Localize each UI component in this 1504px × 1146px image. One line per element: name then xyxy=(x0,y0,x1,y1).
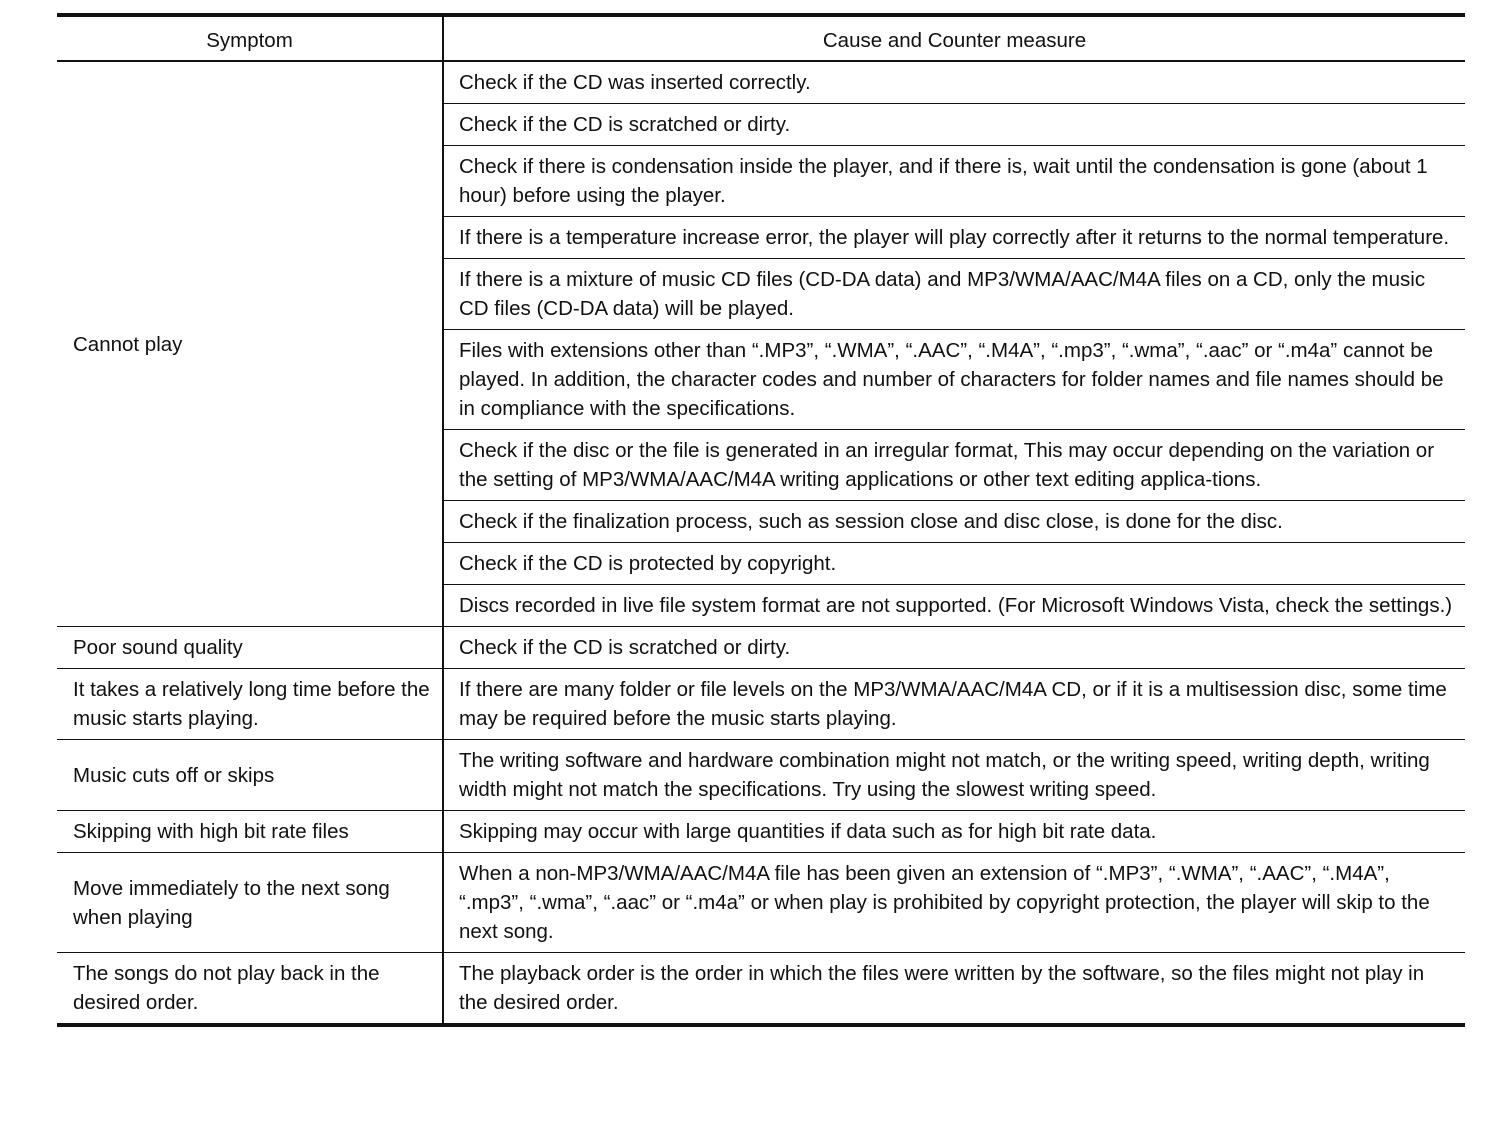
header-row xyxy=(57,15,1465,61)
cause-cell: When a non-MP3/WMA/AAC/M4A file has been given an extension of “.MP3”, “.WMA”, “.AAC”, “.M4A”, “.mp3”, “.wma”, “.aac” or “.m4a” or when play is prohibited by copyright protection, the player will skip to the next song. xyxy=(443,853,1465,953)
cause-cell: Files with extensions other than “.MP3”, “.WMA”, “.AAC”, “.M4A”, “.mp3”, “.wma”, “.aac” or “.m4a” cannot be played. In addition, the character codes and number of characters for folder names and file names should be in compliance with the specifications. xyxy=(443,330,1465,430)
cause-cell: The playback order is the order in which the files were written by the software, so the files might not play in the desired order. xyxy=(443,953,1465,1026)
symptom-cell: Move immediately to the next song when playing xyxy=(57,853,443,953)
cause-cell: Check if the CD was inserted correctly. xyxy=(443,61,1465,104)
troubleshooting-table xyxy=(57,13,1465,1027)
cause-cell: Check if the disc or the file is generated in an irregular format, This may occur depending on the variation or the setting of MP3/WMA/AAC/M4A writing applications or other text editing applica-tions. xyxy=(443,430,1465,501)
symptom-header: Symptom xyxy=(57,15,443,61)
cause-cell: The writing software and hardware combination might not match, or the writing speed, writing depth, writing width might not match the specifications. Try using the slowest writing speed. xyxy=(443,740,1465,811)
cause-cell: Discs recorded in live file system format are not supported. (For Microsoft Windows Vista, check the settings.) xyxy=(443,585,1465,627)
cause-cell: Check if the CD is protected by copyright. xyxy=(443,543,1465,585)
cause-cell: If there is a temperature increase error, the player will play correctly after it returns to the normal temperature. xyxy=(443,217,1465,259)
symptom-cell: Poor sound quality xyxy=(57,627,443,669)
cause-cell: Check if the finalization process, such as session close and disc close, is done for the disc. xyxy=(443,501,1465,543)
table-row xyxy=(57,853,1465,953)
cause-cell: If there is a mixture of music CD files (CD-DA data) and MP3/WMA/AAC/M4A files on a CD, only the music CD files (CD-DA data) will be played. xyxy=(443,259,1465,330)
symptom-cell: The songs do not play back in the desired order. xyxy=(57,953,443,1026)
cause-header: Cause and Counter measure xyxy=(443,15,1465,61)
cause-cell: If there are many folder or file levels on the MP3/WMA/AAC/M4A CD, or if it is a multisession disc, some time may be required before the music starts playing. xyxy=(443,669,1465,740)
cause-cell: Check if there is condensation inside the player, and if there is, wait until the condensation is gone (about 1 hour) before using the player. xyxy=(443,146,1465,217)
symptom-cell: It takes a relatively long time before the music starts playing. xyxy=(57,669,443,740)
table-row xyxy=(57,740,1465,811)
cause-cell: Skipping may occur with large quantities if data such as for high bit rate data. xyxy=(443,811,1465,853)
table-row xyxy=(57,953,1465,1026)
table-row xyxy=(57,669,1465,740)
symptom-cell: Music cuts off or skips xyxy=(57,740,443,811)
symptom-cell: Cannot play xyxy=(57,61,443,627)
table-row xyxy=(57,61,1465,104)
table-row xyxy=(57,811,1465,853)
cause-cell: Check if the CD is scratched or dirty. xyxy=(443,104,1465,146)
cause-cell: Check if the CD is scratched or dirty. xyxy=(443,627,1465,669)
symptom-cell: Skipping with high bit rate files xyxy=(57,811,443,853)
table-row xyxy=(57,627,1465,669)
